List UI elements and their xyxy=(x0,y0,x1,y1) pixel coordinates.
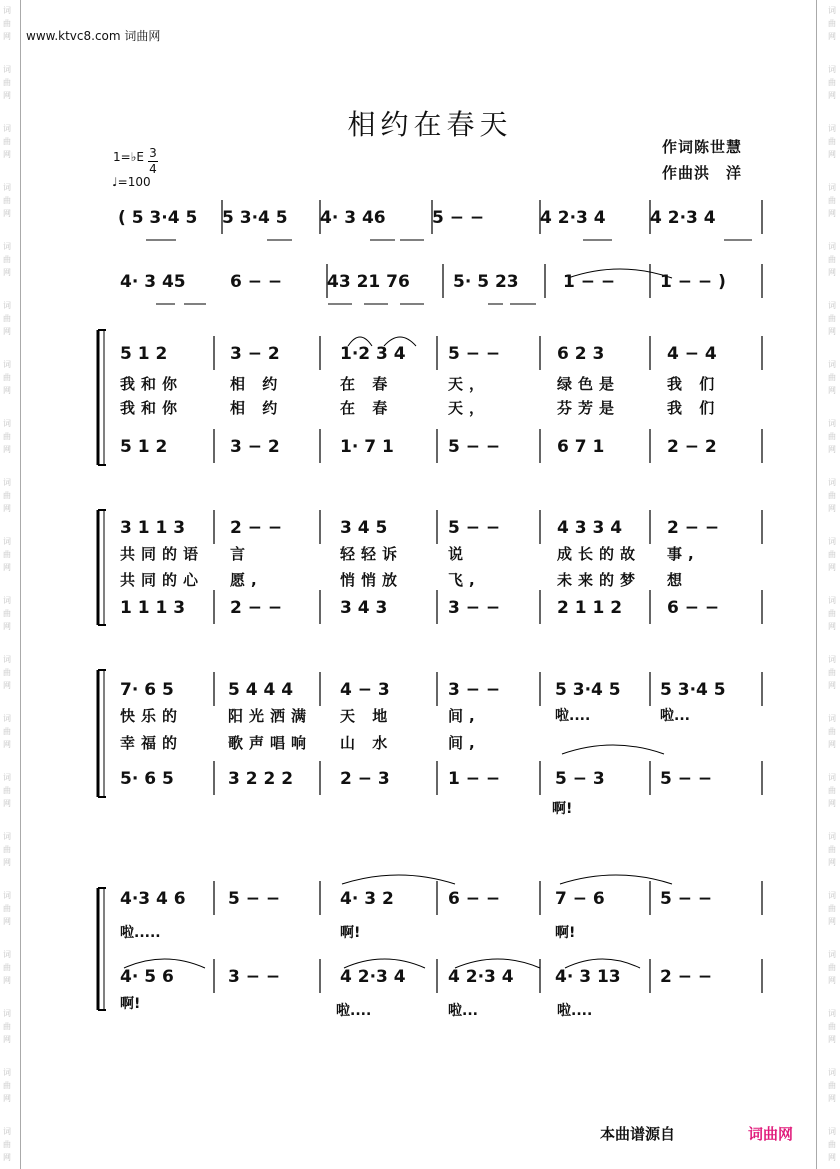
lyric-verse-2: 间, xyxy=(448,734,481,752)
melody-measure: 4·3 4 6 xyxy=(120,889,186,909)
lyric-verse-1: 成长的故 xyxy=(557,545,642,563)
lyric-verse-1: 事, xyxy=(667,545,700,563)
watermark-text: 词 曲 网 xyxy=(3,596,11,631)
harmony-measure: 4· 5 6 xyxy=(120,967,174,987)
melody-measure: 5 3·4 5 xyxy=(660,680,726,700)
melody-measure: 1 − − ) xyxy=(660,272,726,292)
lyric-verse-1: 天， xyxy=(448,375,491,393)
harmony-lyric: 啦.... xyxy=(336,1003,372,1019)
lyric-verse-2: 歌声唱响 xyxy=(228,734,313,752)
tempo-marking: ♩=100 xyxy=(112,175,151,189)
melody-measure: ( 5 3·4 5 xyxy=(118,208,198,228)
melody-measure: 5· 5 23 xyxy=(453,272,519,292)
lyric-verse-2: 天， xyxy=(448,399,491,417)
harmony-measure: 5 − − xyxy=(448,437,501,457)
lyric-verse-1: 说 xyxy=(448,545,470,563)
watermark-text: 词 曲 网 xyxy=(828,891,836,926)
lyric-verse-2: 愿, xyxy=(230,571,263,589)
lyric-verse-2: 共同的心 xyxy=(120,571,205,589)
watermark-text: 词 曲 网 xyxy=(3,242,11,277)
lyric-verse-2: 悄悄放 xyxy=(340,571,404,589)
melody-measure: 6 − − xyxy=(448,889,501,909)
harmony-measure: 5 − 3 xyxy=(555,769,605,789)
melody-measure: 4 3 3 4 xyxy=(557,518,623,538)
harmony-measure: 6 7 1 xyxy=(557,437,605,457)
lyric-verse-2: 芬芳是 xyxy=(557,399,621,417)
lyric-verse-2: 在 春 xyxy=(340,399,394,417)
watermark-text: 词 曲 网 xyxy=(3,1009,11,1044)
harmony-measure: 4 2·3 4 xyxy=(448,967,514,987)
lyric-verse-1: 快乐的 xyxy=(120,707,184,725)
harmony-measure: 1· 7 1 xyxy=(340,437,394,457)
harmony-measure: 2 1 1 2 xyxy=(557,598,623,618)
watermark-text: 词 曲 网 xyxy=(3,537,11,572)
lyric-verse-1: 我和你 xyxy=(120,375,184,393)
harmony-measure: 2 − − xyxy=(230,598,283,618)
watermark-text: 词 曲 网 xyxy=(828,478,836,513)
melody-measure: 4 2·3 4 xyxy=(540,208,606,228)
watermark-text: 词 曲 网 xyxy=(828,6,836,41)
melody-measure: 3 − − xyxy=(448,680,501,700)
lyric-verse-1: 天 地 xyxy=(340,707,394,725)
melody-measure: 1·2 3 4 xyxy=(340,344,406,364)
lyric-verse-1: 相 约 xyxy=(230,375,284,393)
lyricist: 作词陈世慧 xyxy=(662,138,743,156)
lyric-verse-2: 幸福的 xyxy=(120,734,184,752)
lyric-verse-1: 我 们 xyxy=(667,375,721,393)
watermark-text: 词 曲 网 xyxy=(828,301,836,336)
key-signature: 1=♭E xyxy=(113,150,144,164)
lyric-verse-2: 相 约 xyxy=(230,399,284,417)
watermark-text: 词 曲 网 xyxy=(3,301,11,336)
melody-measure: 2 − − xyxy=(230,518,283,538)
melody-measure: 4· 3 2 xyxy=(340,889,394,909)
harmony-measure: 2 − 2 xyxy=(667,437,717,457)
melody-measure: 4 2·3 4 xyxy=(650,208,716,228)
watermark-text: 词 曲 网 xyxy=(828,65,836,100)
page-title: 相约在春天 xyxy=(347,108,513,141)
lyric-verse-1: 在 春 xyxy=(340,375,394,393)
time-top: 3 xyxy=(149,146,157,160)
watermark-text: 词 曲 网 xyxy=(3,419,11,454)
melody-measure: 3 4 5 xyxy=(340,518,388,538)
harmony-lyric: 啊! xyxy=(552,801,573,817)
lyric-verse-2: 未来的梦 xyxy=(557,571,642,589)
harmony-lyric: 啊! xyxy=(120,996,141,1012)
harmony-lyric: 啦.... xyxy=(557,1003,593,1019)
melody-measure: 2 − − xyxy=(667,518,720,538)
melody-measure: 5 − − xyxy=(432,208,485,228)
harmony-measure: 6 − − xyxy=(667,598,720,618)
harmony-measure: 3 − − xyxy=(448,598,501,618)
harmony-measure: 3 − − xyxy=(228,967,281,987)
watermark-text: 词 曲 网 xyxy=(828,1127,836,1162)
melody-measure: 5 1 2 xyxy=(120,344,168,364)
lyric-verse-1: 啊! xyxy=(340,925,361,941)
watermark-text: 词 曲 网 xyxy=(828,183,836,218)
lyric-verse-2: 山 水 xyxy=(340,734,394,752)
melody-measure: 5 3·4 5 xyxy=(555,680,621,700)
watermark-text: 词 曲 网 xyxy=(828,1068,836,1103)
slur xyxy=(562,745,664,754)
melody-measure: 5 − − xyxy=(228,889,281,909)
lyric-verse-1: 啦..... xyxy=(120,925,161,941)
watermark-text: 词 曲 网 xyxy=(3,1068,11,1103)
watermark-text: 词 曲 网 xyxy=(828,419,836,454)
lyric-verse-1: 言 xyxy=(230,545,252,563)
time-bottom: 4 xyxy=(149,162,157,176)
harmony-measure: 3 4 3 xyxy=(340,598,388,618)
watermark-text: 词 曲 网 xyxy=(828,360,836,395)
harmony-measure: 4 2·3 4 xyxy=(340,967,406,987)
harmony-measure: 2 − − xyxy=(660,967,713,987)
melody-measure: 4· 3 45 xyxy=(120,272,186,292)
harmony-measure: 5· 6 5 xyxy=(120,769,174,789)
melody-measure: 5 4 4 4 xyxy=(228,680,294,700)
lyric-verse-1: 啦... xyxy=(660,708,690,724)
harmony-lyric: 啦... xyxy=(448,1003,478,1019)
melody-measure: 3 − 2 xyxy=(230,344,280,364)
footer-brand[interactable]: 词曲网 xyxy=(748,1125,794,1143)
melody-measure: 3 1 1 3 xyxy=(120,518,186,538)
watermark-text: 词 曲 网 xyxy=(828,714,836,749)
lyric-verse-2: 飞, xyxy=(448,571,481,589)
lyric-verse-2: 想 xyxy=(667,571,689,589)
lyric-verse-1: 啊! xyxy=(555,925,576,941)
melody-measure: 4 − 4 xyxy=(667,344,717,364)
harmony-measure: 4· 3 13 xyxy=(555,967,621,987)
lyric-verse-1: 啦.... xyxy=(555,708,591,724)
lyric-verse-2: 我 们 xyxy=(667,399,721,417)
slur xyxy=(560,875,672,884)
watermark-text: 词 曲 网 xyxy=(3,655,11,690)
site-url[interactable]: www.ktvc8.com 词曲网 xyxy=(26,29,161,43)
footer-source: 本曲谱源自 xyxy=(600,1125,676,1143)
harmony-measure: 2 − 3 xyxy=(340,769,390,789)
melody-measure: 43 21 76 xyxy=(327,272,410,292)
watermark-text: 词 曲 网 xyxy=(3,478,11,513)
slur xyxy=(342,875,455,884)
melody-measure: 1 − − xyxy=(563,272,616,292)
watermark-text: 词 曲 网 xyxy=(828,773,836,808)
harmony-measure: 5 − − xyxy=(660,769,713,789)
watermark-text: 词 曲 网 xyxy=(828,950,836,985)
watermark-text: 词 曲 网 xyxy=(828,655,836,690)
melody-measure: 6 − − xyxy=(230,272,283,292)
watermark-text: 词 曲 网 xyxy=(828,242,836,277)
watermark-text: 词 曲 网 xyxy=(828,596,836,631)
watermark-text: 词 曲 网 xyxy=(3,950,11,985)
harmony-measure: 5 1 2 xyxy=(120,437,168,457)
melody-measure: 5 − − xyxy=(448,344,501,364)
melody-measure: 5 − − xyxy=(660,889,713,909)
watermark-text: 词 曲 网 xyxy=(3,714,11,749)
composer: 作曲洪 洋 xyxy=(662,164,743,182)
lyric-verse-2: 我和你 xyxy=(120,399,184,417)
harmony-measure: 3 2 2 2 xyxy=(228,769,294,789)
watermark-text: 词 曲 网 xyxy=(3,124,11,159)
harmony-measure: 1 − − xyxy=(448,769,501,789)
watermark-text: 词 曲 网 xyxy=(3,183,11,218)
lyric-verse-1: 间, xyxy=(448,707,481,725)
melody-measure: 6 2 3 xyxy=(557,344,605,364)
watermark-text: 词 曲 网 xyxy=(3,6,11,41)
watermark-text: 词 曲 网 xyxy=(828,124,836,159)
watermark-text: 词 曲 网 xyxy=(828,1009,836,1044)
watermark-text: 词 曲 网 xyxy=(3,832,11,867)
lyric-verse-1: 绿色是 xyxy=(557,375,621,393)
harmony-measure: 1 1 1 3 xyxy=(120,598,186,618)
melody-measure: 7· 6 5 xyxy=(120,680,174,700)
lyric-verse-1: 阳光洒满 xyxy=(228,707,313,725)
watermark-text: 词 曲 网 xyxy=(3,773,11,808)
watermark-text: 词 曲 网 xyxy=(828,537,836,572)
harmony-measure: 3 − 2 xyxy=(230,437,280,457)
lyric-verse-1: 轻轻诉 xyxy=(340,545,404,563)
watermark-text: 词 曲 网 xyxy=(3,891,11,926)
watermark-text: 词 曲 网 xyxy=(3,1127,11,1162)
lyric-verse-1: 共同的语 xyxy=(120,545,205,563)
melody-measure: 5 3·4 5 xyxy=(222,208,288,228)
watermark-text: 词 曲 网 xyxy=(3,65,11,100)
melody-measure: 4 − 3 xyxy=(340,680,390,700)
melody-measure: 7 − 6 xyxy=(555,889,605,909)
melody-measure: 5 − − xyxy=(448,518,501,538)
melody-measure: 4· 3 46 xyxy=(320,208,386,228)
watermark-text: 词 曲 网 xyxy=(828,832,836,867)
watermark-text: 词 曲 网 xyxy=(3,360,11,395)
